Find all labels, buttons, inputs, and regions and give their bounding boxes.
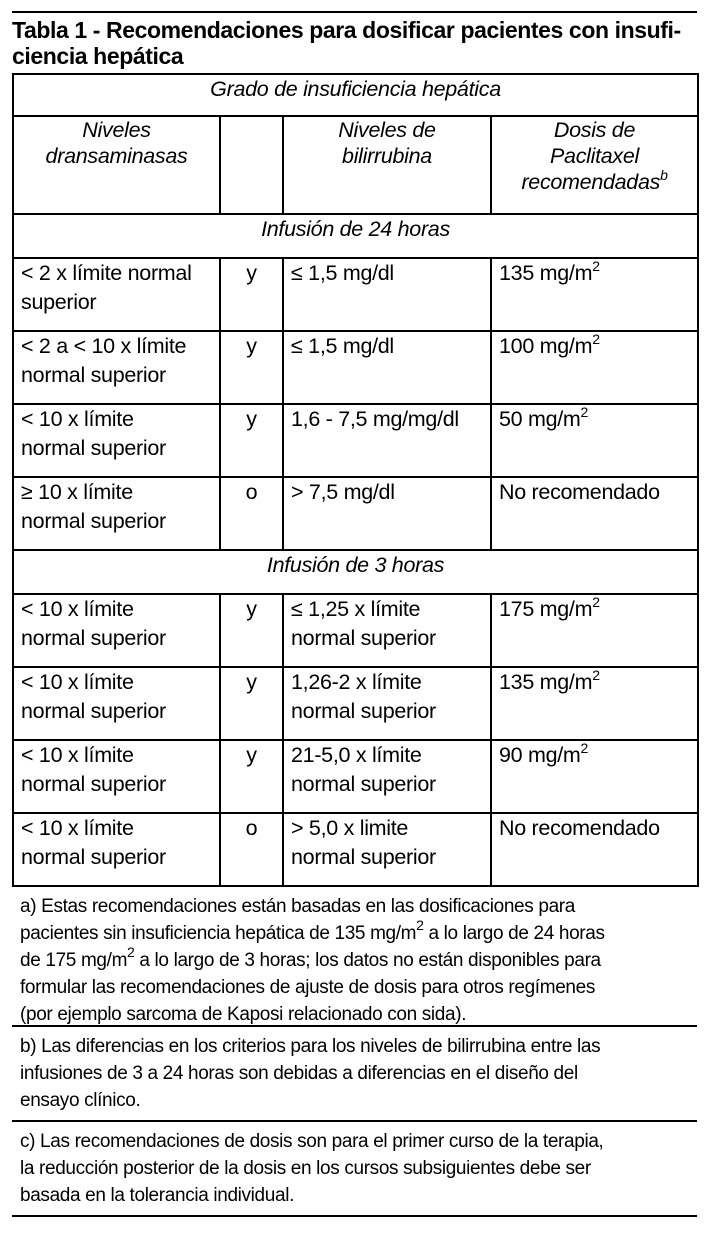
- col-header-line: Niveles: [82, 118, 151, 142]
- table-row: [13, 258, 698, 331]
- superscript: 2: [580, 404, 589, 420]
- table-row: [13, 813, 698, 886]
- conjunction-cell: o: [220, 813, 283, 886]
- table-row: [13, 594, 698, 667]
- conjunction-cell: o: [220, 477, 283, 550]
- superscript: 2: [416, 917, 424, 933]
- note-line: infusiones de 3 a 24 horas son debidas a diferencias en el diseño del: [20, 1063, 578, 1084]
- cell-line: < 2 x límite normal: [21, 261, 192, 285]
- title-line-2: ciencia hepática: [12, 43, 184, 69]
- note-text: pacientes sin insuficiencia hepática de 135 mg/m: [20, 923, 417, 944]
- dose-value: 135 mg/m: [499, 261, 593, 285]
- superscript: 2: [127, 944, 135, 960]
- transaminase-cell: [13, 258, 220, 331]
- cell-line: superior: [21, 290, 97, 314]
- dose-value: No recomendado: [499, 480, 660, 504]
- superscript: 2: [592, 594, 600, 610]
- table-row: [13, 740, 698, 813]
- section-header-row: [13, 214, 698, 258]
- col-header-dose: [491, 116, 698, 214]
- note-line: c) Las recomendaciones de dosis son para el primer curso de la terapia,: [20, 1131, 604, 1152]
- table-row: [13, 667, 698, 740]
- note-line: b) Las diferencias en los criterios para los niveles de bilirrubina entre las: [20, 1036, 601, 1057]
- note-line: [20, 944, 689, 974]
- cell-line: normal superior: [21, 626, 166, 650]
- cell-line: ≤ 1,5 mg/dl: [291, 261, 394, 285]
- section-label: Infusión de 24 horas: [13, 214, 698, 258]
- note-line: a) Estas recomendaciones están basadas en las dosificaciones para: [20, 896, 575, 917]
- conjunction-cell: y: [220, 594, 283, 667]
- cell-line: normal superior: [21, 772, 166, 796]
- group-header: Grado de insuficiencia hepática: [13, 74, 698, 116]
- bilirubin-cell: [283, 740, 491, 813]
- col-header-line: Paclitaxel: [550, 144, 640, 168]
- cell-line: 21-5,0 x límite: [291, 743, 422, 767]
- conjunction-cell: y: [220, 667, 283, 740]
- note-text: a lo largo de 3 horas; los datos no están disponibles para: [134, 950, 601, 971]
- dose-value: 100 mg/m: [499, 334, 593, 358]
- dose-cell: [491, 258, 698, 331]
- dose-cell: [491, 477, 698, 550]
- table-row: [13, 404, 698, 477]
- bilirubin-cell: [283, 331, 491, 404]
- group-header-row: [13, 74, 698, 116]
- footnote-c: [12, 1122, 697, 1217]
- cell-line: 1,6 - 7,5 mg/mg/dl: [291, 407, 459, 431]
- conjunction-cell: y: [220, 331, 283, 404]
- cell-line: normal superior: [21, 436, 166, 460]
- dosing-table: [12, 73, 699, 887]
- col-header-conj: [220, 116, 283, 214]
- note-text: a lo largo de 24 horas: [423, 923, 605, 944]
- cell-line: < 10 x límite: [21, 743, 134, 767]
- transaminase-cell: [13, 740, 220, 813]
- col-header-transaminases: [13, 116, 220, 214]
- footnote-a: [12, 887, 697, 1027]
- footnote-ref: b: [660, 167, 668, 183]
- cell-line: < 10 x límite: [21, 670, 134, 694]
- dose-cell: [491, 740, 698, 813]
- note-text: de 175 mg/m: [20, 950, 128, 971]
- dose-cell: [491, 813, 698, 886]
- col-header-line: Dosis de: [553, 118, 636, 142]
- document-page: [12, 0, 697, 1217]
- cell-line: 1,26-2 x límite: [291, 670, 422, 694]
- bilirubin-cell: [283, 667, 491, 740]
- bilirubin-cell: [283, 813, 491, 886]
- table-row: [13, 331, 698, 404]
- column-header-row: [13, 116, 698, 214]
- note-line: ensayo clínico.: [20, 1090, 141, 1111]
- bilirubin-cell: [283, 258, 491, 331]
- cell-line: normal superior: [291, 626, 436, 650]
- cell-line: normal superior: [291, 772, 436, 796]
- col-header-text: recomendadas: [521, 170, 661, 194]
- cell-line: normal superior: [21, 509, 166, 533]
- section-label: Infusión de 3 horas: [13, 550, 698, 594]
- footnote-b: [12, 1027, 697, 1122]
- cell-line: normal superior: [21, 363, 166, 387]
- note-line: [20, 917, 689, 947]
- cell-line: normal superior: [21, 699, 166, 723]
- cell-line: < 10 x límite: [21, 816, 134, 840]
- bilirubin-cell: [283, 594, 491, 667]
- note-line: formular las recomendaciones de ajuste de dosis para otros regímenes: [20, 977, 596, 998]
- section-header-row: [13, 550, 698, 594]
- cell-line: normal superior: [21, 845, 166, 869]
- conjunction-cell: y: [220, 404, 283, 477]
- note-line: basada en la tolerancia individual.: [20, 1185, 295, 1206]
- cell-line: ≤ 1,5 mg/dl: [291, 334, 394, 358]
- dose-cell: [491, 331, 698, 404]
- transaminase-cell: [13, 331, 220, 404]
- dose-cell: [491, 667, 698, 740]
- title-line-1: Tabla 1 - Recomendaciones para dosificar pacientes con insufi-: [12, 17, 681, 43]
- transaminase-cell: [13, 813, 220, 886]
- conjunction-cell: y: [220, 258, 283, 331]
- dose-value: 50 mg/m: [499, 407, 581, 431]
- note-line: la reducción posterior de la dosis en los cursos subsiguientes debe ser: [20, 1158, 591, 1179]
- col-header-line: bilirrubina: [342, 144, 432, 168]
- table-title: [12, 13, 697, 73]
- cell-line: ≥ 10 x límite: [21, 480, 133, 504]
- cell-line: normal superior: [291, 699, 436, 723]
- cell-line: < 10 x límite: [21, 597, 134, 621]
- dose-value: 175 mg/m: [499, 597, 593, 621]
- cell-line: > 7,5 mg/dl: [291, 480, 395, 504]
- cell-line: normal superior: [291, 845, 436, 869]
- footnotes: [12, 887, 697, 1217]
- col-header-line: dransaminasas: [45, 144, 188, 168]
- bilirubin-cell: [283, 404, 491, 477]
- dose-value: No recomendado: [499, 816, 660, 840]
- transaminase-cell: [13, 667, 220, 740]
- cell-line: ≤ 1,25 x límite: [291, 597, 421, 621]
- note-line: (por ejemplo sarcoma de Kaposi relacionado con sida).: [20, 1004, 467, 1025]
- dose-cell: [491, 594, 698, 667]
- transaminase-cell: [13, 477, 220, 550]
- dose-cell: [491, 404, 698, 477]
- transaminase-cell: [13, 404, 220, 477]
- cell-line: > 5,0 x limite: [291, 816, 409, 840]
- cell-line: < 2 a < 10 x límite: [21, 334, 187, 358]
- col-header-bilirubin: [283, 116, 491, 214]
- dose-value: 135 mg/m: [499, 670, 593, 694]
- superscript: 2: [580, 740, 589, 756]
- superscript: 2: [592, 667, 600, 683]
- col-header-line: Niveles de: [338, 118, 436, 142]
- bilirubin-cell: [283, 477, 491, 550]
- conjunction-cell: y: [220, 740, 283, 813]
- col-header-line: [498, 169, 691, 195]
- cell-line: < 10 x límite: [21, 407, 134, 431]
- dose-value: 90 mg/m: [499, 743, 581, 767]
- superscript: 2: [592, 258, 600, 274]
- transaminase-cell: [13, 594, 220, 667]
- table-row: [13, 477, 698, 550]
- superscript: 2: [592, 331, 600, 347]
